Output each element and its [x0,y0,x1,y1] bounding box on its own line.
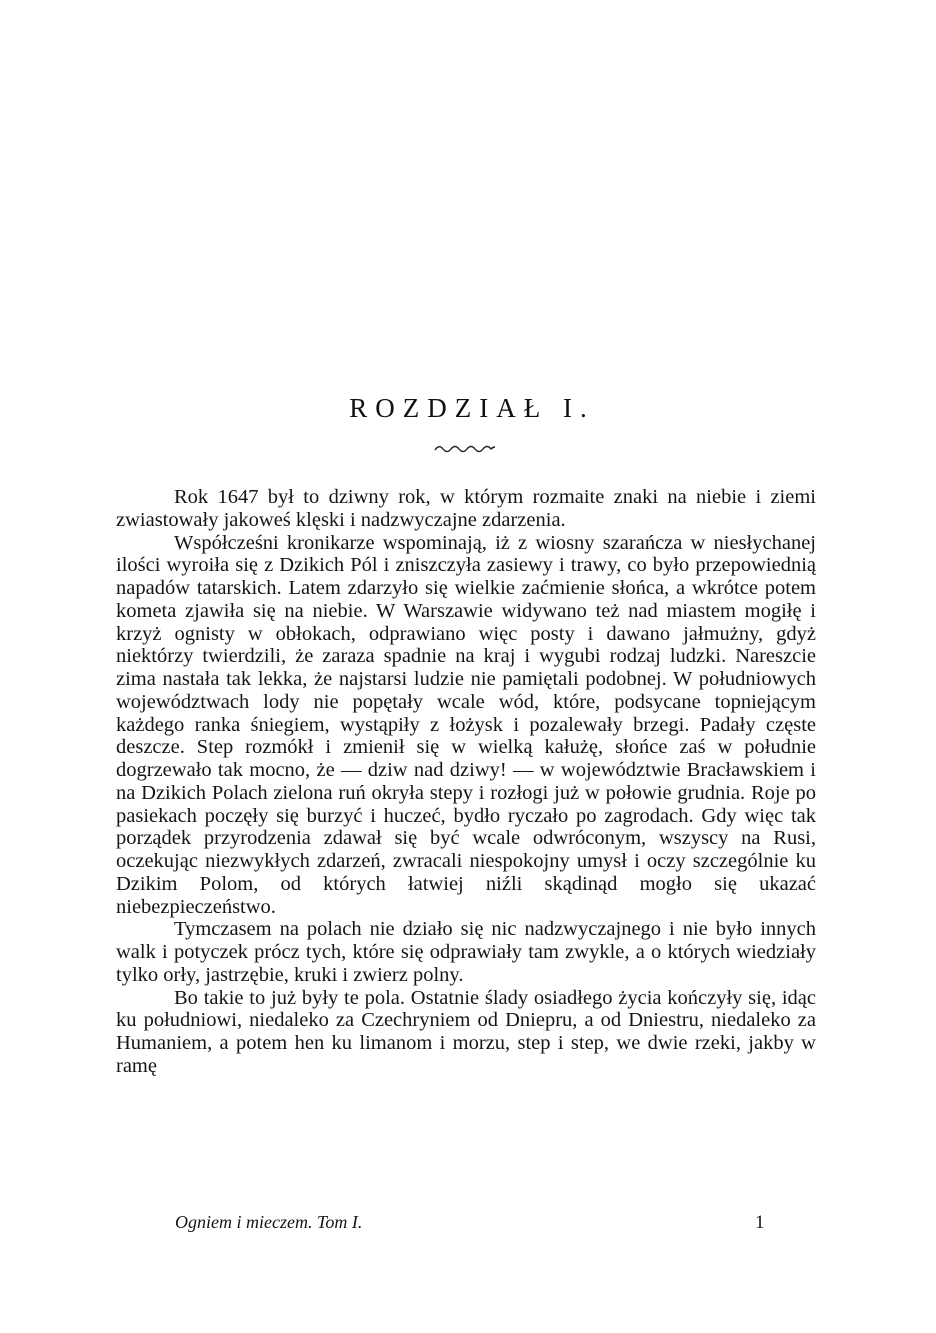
chapter-title: ROZDZIAŁ I. [349,393,595,423]
footer-book-title: Ogniem i mieczem. Tom I. [175,1212,363,1232]
paragraph: Bo takie to już były te pola. Ostatnie ślady osiadłego życia kończyły się, idąc ku południowi, niedaleko za Czechryniem od Dniepru, a od Dniestru, niedaleko za Humaniem, a potem hen ku limanom i morzu, step i step, we dwie rzeki, jakby w ramę [116,986,816,1077]
paragraph: Rok 1647 był to dziwny rok, w którym rozmaite znaki na niebie i ziemi zwiastowały jakoweś klęski i nadzwyczajne zdarzenia. [116,486,816,531]
page-footer [175,1212,775,1238]
page-number: 1 [755,1212,765,1233]
ornament-icon [433,441,497,455]
paragraph: Współcześni kronikarze wspominają, iż z wiosny szarańcza w niesłychanej ilości wyroiła się z Dzikich Pól i zniszczyła zasiewy i trawy, co było przepowiednią napadów tatarskich. Latem zdarzyło się wielkie zaćmienie słońca, a wkrótce potem kometa zjawiła się na niebie. W Warszawie widywano też nad miastem mogiłę i krzyż ognisty w obłokach, odprawiano więc posty i dawano jałmużny, gdyż niektórzy twierdzili, że zaraza spadnie na kraj i wygubi rodzaj ludzki. Nareszcie zima nastała tak lekka, że najstarsi ludzie nie pamiętali podobnej. W południowych województwach lody nie popętały wcale wód, które, podsycane topniejącym każdego ranka śniegiem, wystąpiły z łożysk i pozalewały brzegi. Padały częste deszcze. Step rozmókł i zmienił się w wielką kałużę, słońce zaś w południe dogrzewało tak mocno, że — dziw nad dziwy! — w województwie Bracławskiem i na Dzikich Polach zielona ruń okryła stepy i rozłogi już w połowie grudnia. Roje po pasiekach poczęły się burzyć i huczeć, bydło ryczało po zagrodach. Gdy więc tak porządek przyrodzenia zdawał się być wcale odwróconym, wszyscy na Rusi, oczekując niezwykłych zdarzeń, zwracali niespokojny umysł i oczy szczególnie ku Dzikim Polom, od których łatwiej niźli skądinąd mogło się ukazać niebezpieczeństwo. [116,531,816,918]
paragraph: Tymczasem na polach nie działo się nic nadzwyczajnego i nie było innych walk i potyczek prócz tych, które się odprawiały tam zwykle, a o których wiedziały tylko orły, jastrzębie, kruki i zwierz polny. [116,918,816,986]
chapter-text [116,486,816,1078]
